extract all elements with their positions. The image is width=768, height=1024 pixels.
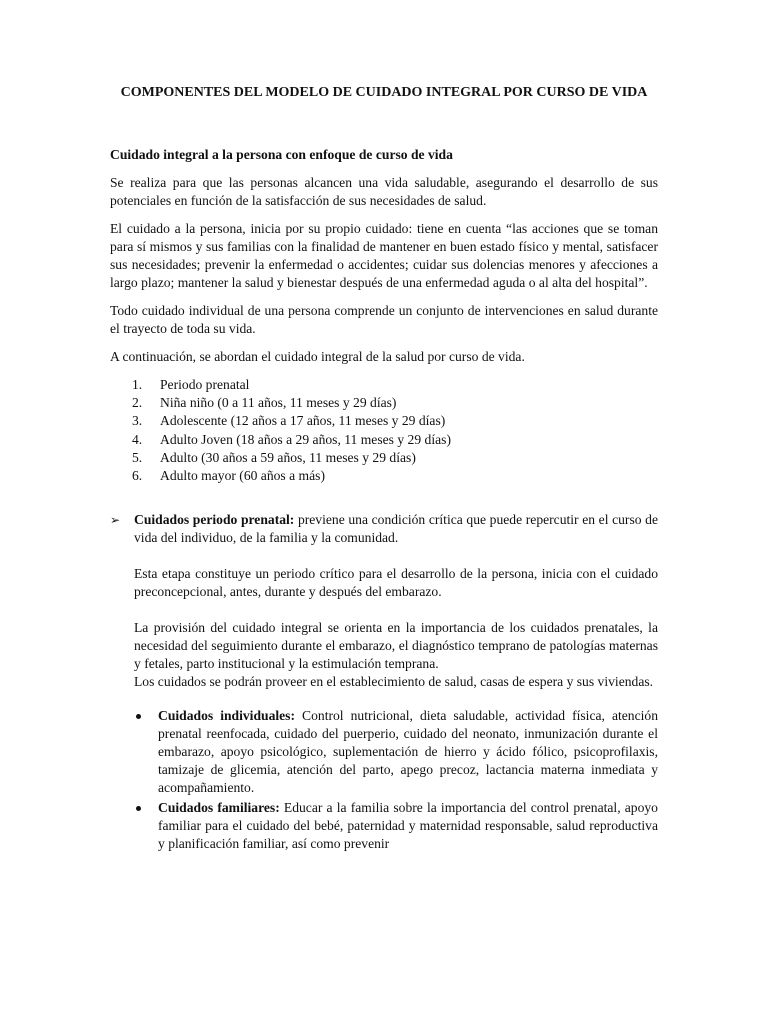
- list-item: 3. Adolescente (12 años a 17 años, 11 meses y 29 días): [132, 413, 446, 429]
- paragraph-self-care: El cuidado a la persona, inicia por su propio cuidado: tiene en cuenta “las acciones que se toman para sí mismos y sus familias con la finalidad de mantener en buen estado físico y mental, satisfacer sus necesidades; prevenir la enfermedad o accidentes; cuidar sus dolencias menores y afecciones a largo plazo; mantener la salud y bienestar después de una enfermedad aguda o al alta del hospital”.: [110, 221, 658, 290]
- bullet-dot-icon: [134, 799, 158, 853]
- prenatal-body: [134, 511, 658, 855]
- bullet-dot-icon: [134, 707, 158, 797]
- arrow-bullet-icon: ➢: [110, 513, 121, 528]
- prenatal-paragraph-places: Los cuidados se podrán proveer en el establecimiento de salud, casas de espera y sus viviendas.: [134, 674, 654, 690]
- list-item: 6. Adulto mayor (60 años a más): [132, 468, 325, 484]
- list-item: 2. Niña niño (0 a 11 años, 11 meses y 29 días): [132, 395, 397, 411]
- care-individual-text: Control nutricional, dieta saludable, actividad física, atención prenatal reenfocada, cuidado del puerperio, cuidado del neonato, inmunización durante el embarazo, apoyo psicológico, suplementación de hierro y ácido fólico, psicoprofilaxis, tamizaje de glicemia, atención del parto, apego precoz, lactancia materna inmediata y acompañamiento.: [158, 708, 658, 796]
- list-item: 5. Adulto (30 años a 59 años, 11 meses y 29 días): [132, 449, 416, 465]
- section-heading: Cuidado integral a la persona con enfoque de curso de vida: [110, 147, 453, 162]
- care-individual-lead: Cuidados individuales:: [158, 708, 295, 724]
- paragraph-continuation: A continuación, se abordan el cuidado integral de la salud por curso de vida.: [110, 349, 525, 364]
- paragraph-individual-care: Todo cuidado individual de una persona comprende un conjunto de intervenciones en salud durante el trayecto de toda su vida.: [110, 303, 658, 336]
- life-stages-list: [110, 376, 658, 485]
- list-item: [134, 799, 658, 853]
- paragraph-intro: Se realiza para que las personas alcancen una vida saludable, asegurando el desarrollo de sus potenciales en función de la satisfacción de sus necesidades de salud.: [110, 175, 658, 208]
- prenatal-section: [110, 511, 658, 855]
- prenatal-intro: [134, 511, 658, 547]
- list-item: 4. Adulto Joven (18 años a 29 años, 11 meses y 29 días): [132, 431, 451, 447]
- prenatal-lead: Cuidados periodo prenatal:: [134, 512, 295, 528]
- prenatal-paragraph-provision: La provisión del cuidado integral se orienta en la importancia de los cuidados prenatales, la necesidad del seguimiento durante el embarazo, el diagnóstico temprano de patologías maternas y fetales, parto institucional y la estimulación temprana.: [134, 620, 658, 672]
- care-list: [134, 707, 658, 853]
- care-family-lead: Cuidados familiares:: [158, 800, 280, 816]
- prenatal-paragraph-stage: Esta etapa constituye un periodo crítico para el desarrollo de la persona, inicia con el cuidado preconcepcional, antes, durante y después del embarazo.: [134, 566, 658, 600]
- document-title: COMPONENTES DEL MODELO DE CUIDADO INTEGRAL POR CURSO DE VIDA: [120, 85, 648, 100]
- prenatal-lead-text: previene una condición crítica que puede repercutir en el curso de vida del individuo, de la familia y la comunidad.: [134, 512, 658, 546]
- list-item: 1. Periodo prenatal: [132, 377, 250, 392]
- care-family-text: Educar a la familia sobre la importancia del control prenatal, apoyo familiar para el cuidado del bebé, paternidad y maternidad responsable, salud reproductiva y planificación familiar, así como prevenir: [158, 800, 658, 852]
- list-item: [134, 707, 658, 797]
- document-page: [110, 84, 658, 855]
